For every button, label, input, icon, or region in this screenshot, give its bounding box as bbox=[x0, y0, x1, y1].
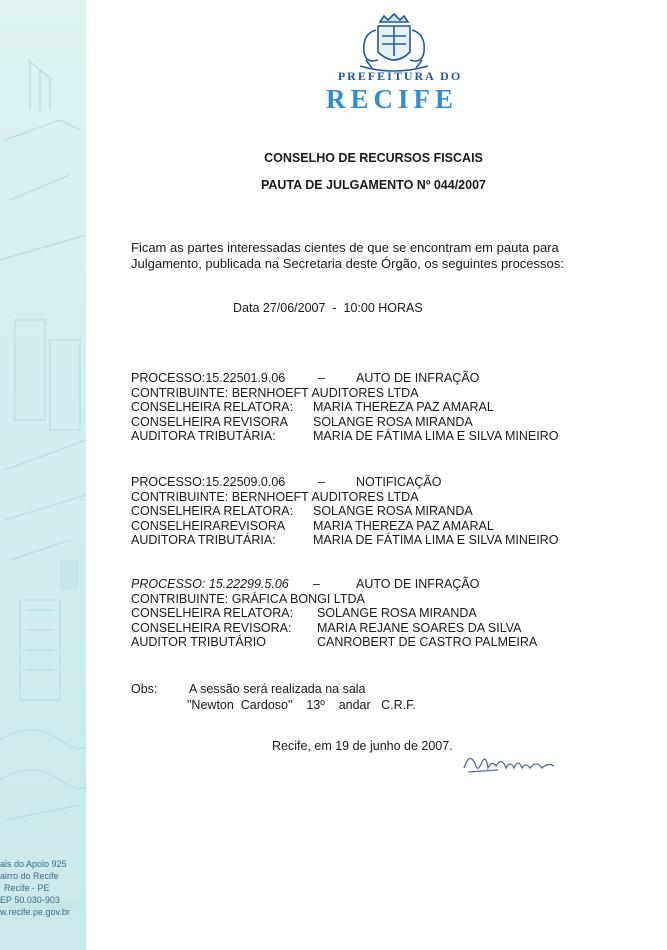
row-label: CONSELHEIRAREVISORA bbox=[131, 518, 286, 533]
process-type: AUTO DE INFRAÇÃO bbox=[356, 371, 480, 385]
handwritten-signature bbox=[458, 742, 568, 782]
row-label: CONTRIBUINTE: BERNHOEFT AUDITORES LTDA bbox=[131, 385, 419, 400]
row-label: AUDITORA TRIBUTÁRIA: bbox=[131, 533, 276, 547]
row-value: MARIA THEREZA PAZ AMARAL bbox=[313, 400, 494, 414]
row-label: CONTRIBUINTE: GRÁFICA BONGI LTDA bbox=[131, 591, 365, 606]
footer-address-line: ais do Apolo 925 bbox=[0, 859, 67, 869]
obs-line-2: "Newton Cardoso" 13º andar C.R.F. bbox=[187, 698, 416, 712]
row-value: SOLANGE ROSA MIRANDA bbox=[313, 504, 473, 518]
footer-address-line: airro do Recife bbox=[0, 871, 59, 881]
process-type: AUTO DE INFRAÇÃO bbox=[356, 577, 480, 591]
city-illustration-watermark bbox=[0, 0, 86, 950]
row-value: MARIA REJANE SOARES DA SILVA bbox=[317, 620, 522, 635]
intro-paragraph: Ficam as partes interessadas cientes de que se encontram em pauta para Julgamento, publicada na Secretaria deste Órgão, os seguintes processos: bbox=[131, 240, 564, 271]
row-value: SOLANGE ROSA MIRANDA bbox=[317, 606, 477, 620]
agenda-title: PAUTA DE JULGAMENTO Nº 044/2007 bbox=[261, 178, 486, 192]
row-label: CONSELHEIRA REVISORA: bbox=[131, 620, 292, 635]
row-label: CONSELHEIRA RELATORA: bbox=[131, 606, 294, 620]
footer-address-line: w.recife.pe.gov.br bbox=[0, 907, 70, 917]
session-datetime bbox=[233, 301, 423, 315]
obs-line-1: A sessão será realizada na sala bbox=[189, 682, 366, 696]
obs-label: Obs: bbox=[131, 682, 158, 696]
session-date: Data 27/06/2007 bbox=[233, 301, 326, 315]
row-label: CONTRIBUINTE: BERNHOEFT AUDITORES LTDA bbox=[131, 489, 419, 504]
row-value: MARIA DE FÁTIMA LIMA E SILVA MINEIRO bbox=[313, 533, 559, 547]
row-label: CONSELHEIRA RELATORA: bbox=[131, 400, 294, 414]
session-time: - 10:00 HORAS bbox=[325, 301, 423, 315]
footer-address-line: EP 50.030-903 bbox=[0, 895, 60, 905]
row-value: SOLANGE ROSA MIRANDA bbox=[313, 414, 473, 429]
row-value: MARIA DE FÁTIMA LIMA E SILVA MINEIRO bbox=[313, 429, 559, 443]
row-label: AUDITORA TRIBUTÁRIA: bbox=[131, 429, 276, 443]
row-label: CONSELHEIRA REVISORA bbox=[131, 414, 288, 429]
place-and-date: Recife, em 19 de junho de 2007. bbox=[272, 739, 453, 753]
row-label: CONSELHEIRA RELATORA: bbox=[131, 504, 294, 518]
footer-address bbox=[0, 858, 86, 918]
process-dash: – bbox=[318, 371, 325, 385]
row-value: MARIA THEREZA PAZ AMARAL bbox=[313, 518, 494, 533]
footer-address-line: Recife - PE bbox=[4, 883, 50, 893]
process-type: NOTIFICAÇÃO bbox=[356, 475, 442, 489]
process-dash: – bbox=[318, 475, 325, 489]
brand-recife: RECIFE bbox=[325, 84, 458, 114]
council-title: CONSELHO DE RECURSOS FISCAIS bbox=[264, 151, 483, 165]
row-label: AUDITOR TRIBUTÁRIO bbox=[131, 635, 266, 649]
process-number: PROCESSO:15.22509.0.06 bbox=[131, 475, 286, 489]
process-dash: – bbox=[313, 577, 320, 591]
process-number: PROCESSO:15.22501.9.06 bbox=[131, 371, 286, 385]
process-number: PROCESSO: 15.22299.5.06 bbox=[131, 577, 289, 591]
brand-prefeitura: PREFEITURA DO bbox=[337, 69, 463, 83]
row-value: CANROBERT DE CASTRO PALMEIRA bbox=[317, 635, 538, 649]
